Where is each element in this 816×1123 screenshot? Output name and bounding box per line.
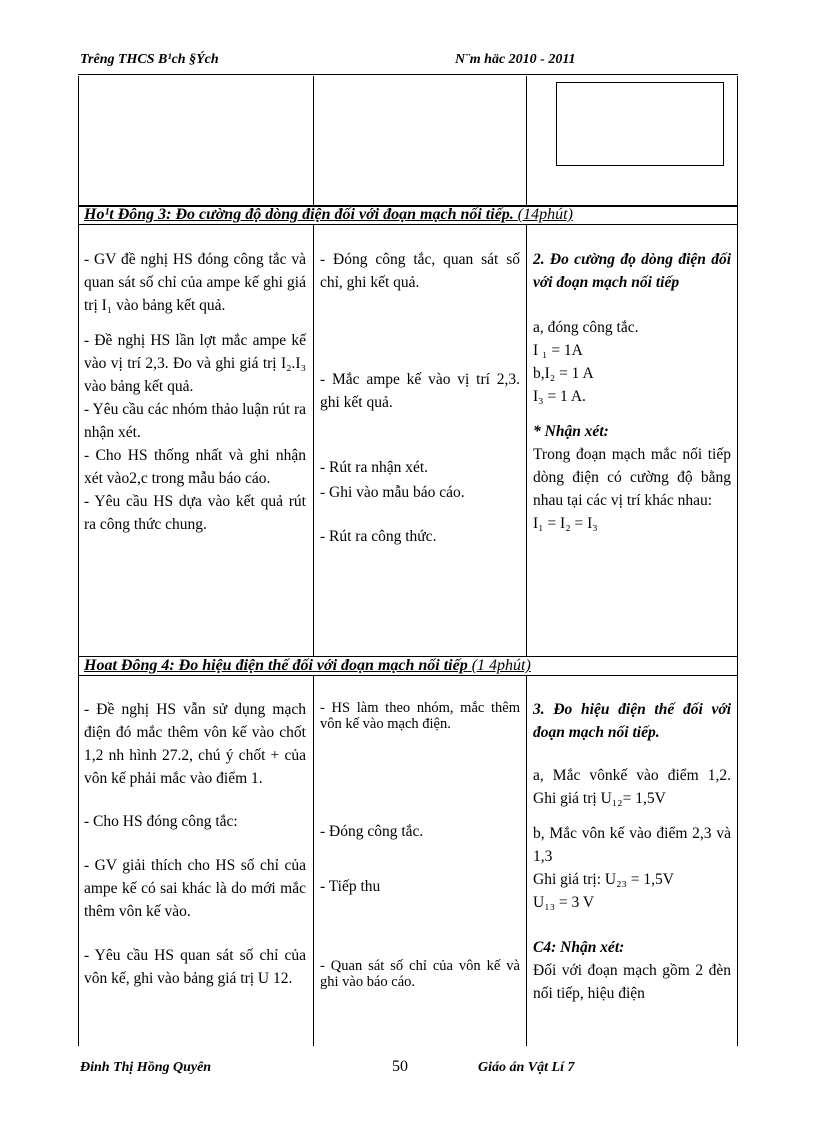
table-border-left bbox=[78, 76, 79, 1046]
section-3-student-activities bbox=[320, 248, 520, 548]
teacher-activity: - Đề nghị HS vẫn sử dụng mạch điện đó mắc thêm vôn kế vào chốt 1,2 nh hình 27.2, chú ý chốt + của vôn kế phải mắc vào điểm 1. bbox=[84, 701, 306, 787]
student-activity: - Quan sát số chỉ của vôn kế và ghi vào báo cáo. bbox=[320, 958, 520, 990]
c4-text: Đối với đoạn mạch gồm 2 đèn nối tiếp, hiệu điện bbox=[533, 962, 731, 1002]
teacher-activity: - Cho HS thống nhất và ghi nhận xét vào2,c trong mẫu báo cáo. bbox=[84, 447, 306, 487]
remark-label: * Nhận xét: bbox=[533, 423, 609, 440]
document-title: Giáo án Vật Lí 7 bbox=[478, 1060, 575, 1075]
col-divider-2a bbox=[526, 76, 527, 206]
page-number: 50 bbox=[392, 1058, 408, 1075]
teacher-activity: - Cho HS đóng công tắc: bbox=[84, 813, 238, 830]
header-rule bbox=[78, 74, 738, 75]
student-activity: - HS làm theo nhóm, mắc thêm vôn kế vào mạch điện. bbox=[320, 700, 520, 732]
c4-label: C4: Nhận xét: bbox=[533, 939, 625, 956]
content-line: b, Mắc vôn kế vào điểm 2,3 và 1,3 bbox=[533, 825, 731, 865]
teacher-activity: - Yêu cầu HS quan sát số chỉ của vôn kế, ghi vào bảng giá trị U 12. bbox=[84, 947, 306, 987]
col-divider-2b bbox=[526, 224, 527, 656]
section-4-title bbox=[84, 657, 531, 675]
section-3-title bbox=[84, 206, 573, 224]
col-divider-2c bbox=[526, 676, 527, 1046]
remark-text: Trong đoạn mạch mắc nối tiếp dòng điện có cường độ bằng nhau tại các vị trí khác nhau: bbox=[533, 446, 731, 509]
content-line: a, Mắc vônkế vào điểm 1,2. Ghi giá trị U₁₂= 1,5V bbox=[533, 767, 731, 807]
table-border-right bbox=[737, 76, 738, 1046]
lesson-table bbox=[78, 76, 738, 1046]
section-3-heading: Ho¹t Đông 3: Đo cường độ dòng điện đối với đoạn mạch nối tiếp. bbox=[84, 206, 514, 223]
page-footer bbox=[78, 1058, 738, 1082]
row-rule-4 bbox=[78, 675, 738, 676]
section-3-content-heading: 2. Đo cường đọ dòng điện đối với đoạn mạch nối tiếp bbox=[533, 251, 731, 291]
section-4-content bbox=[533, 698, 731, 1005]
content-line: I ₁ = 1A bbox=[533, 342, 583, 359]
section-3-content bbox=[533, 248, 731, 535]
diagram-placeholder-box bbox=[556, 82, 724, 166]
teacher-activity: - Yêu cầu các nhóm thảo luận rút ra nhận xét. bbox=[84, 401, 306, 441]
author-name: Đinh Thị Hồng Quyên bbox=[80, 1060, 212, 1075]
content-line: I₃ = 1 A. bbox=[533, 388, 586, 405]
page-header bbox=[78, 52, 738, 72]
teacher-activity: - Yêu cầu HS dựa vào kết quả rút ra công thức chung. bbox=[84, 493, 306, 533]
content-line: b,I₂ = 1 A bbox=[533, 365, 594, 382]
student-activity: - Tiếp thu bbox=[320, 878, 381, 895]
teacher-activity: - Đề nghị HS lần lợt mắc ampe kế vào vị trí 2,3. Đo và ghi giá trị I₂.I₃ vào bảng kết quả. bbox=[84, 332, 306, 395]
section-4-heading: Hoat Đông 4: Đo hiệu điện thế đối với đoạn mạch nối tiếp bbox=[84, 657, 468, 674]
content-line: U₁₃ = 3 V bbox=[533, 894, 595, 911]
school-year: N¨m häc 2010 - 2011 bbox=[455, 52, 576, 67]
col-divider-1b bbox=[313, 224, 314, 656]
student-activity: - Mắc ampe kế vào vị trí 2,3. ghi kết quả. bbox=[320, 371, 520, 411]
content-line: Ghi giá trị: U₂₃ = 1,5V bbox=[533, 871, 674, 888]
student-activity: - Ghi vào mẫu báo cáo. bbox=[320, 484, 465, 501]
content-line: a, đóng công tắc. bbox=[533, 319, 639, 336]
school-name: Trêng THCS B¹ch §Ých bbox=[80, 52, 219, 67]
row-rule-2 bbox=[78, 224, 738, 225]
teacher-activity: - GV đề nghị HS đóng công tắc và quan sát số chỉ của ampe kế ghi giá trị I₁ vào bảng kết quả. bbox=[84, 251, 306, 314]
student-activity: - Rút ra công thức. bbox=[320, 528, 437, 545]
current-formula: I₁ = I₂ = I₃ bbox=[533, 515, 598, 532]
student-activity: - Đóng công tắc. bbox=[320, 823, 424, 840]
section-4-student-activities bbox=[320, 700, 520, 990]
student-activity: - Rút ra nhận xét. bbox=[320, 459, 429, 476]
student-activity: - Đóng công tắc, quan sát số chỉ, ghi kết quả. bbox=[320, 251, 520, 291]
col-divider-1a bbox=[313, 76, 314, 206]
section-4-teacher-activities bbox=[84, 698, 306, 990]
section-3-teacher-activities bbox=[84, 248, 306, 536]
section-4-time: (1 4phút) bbox=[471, 657, 531, 674]
col-divider-1c bbox=[313, 676, 314, 1046]
teacher-activity: - GV giải thích cho HS số chỉ của ampe kế có sai khác là do mới mắc thêm vôn kế vào. bbox=[84, 857, 306, 920]
section-3-time: (14phút) bbox=[517, 206, 573, 223]
section-4-content-heading: 3. Đo hiệu điện thế đối với đoạn mạch nối tiếp. bbox=[533, 701, 731, 741]
